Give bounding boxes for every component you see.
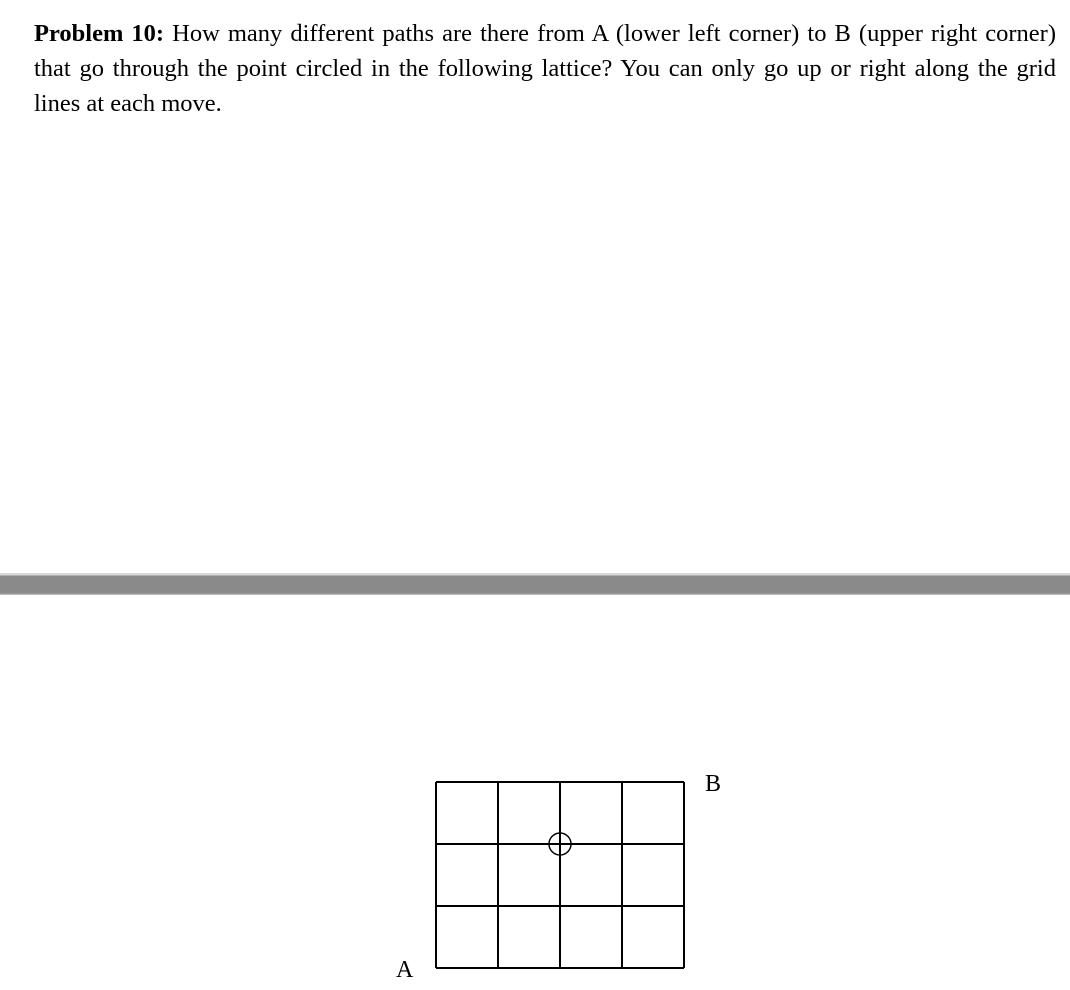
problem-text: How many different paths are there from A (lower left corner) to B (upper right corner) that go through the point circled in the following lattice? You can only go up or right along the grid lines at each move. <box>34 20 1056 117</box>
lattice-grid <box>436 782 684 968</box>
problem-label: Problem 10: <box>34 20 165 47</box>
point-b-label: B <box>705 771 722 797</box>
point-a-label: A <box>396 957 414 983</box>
